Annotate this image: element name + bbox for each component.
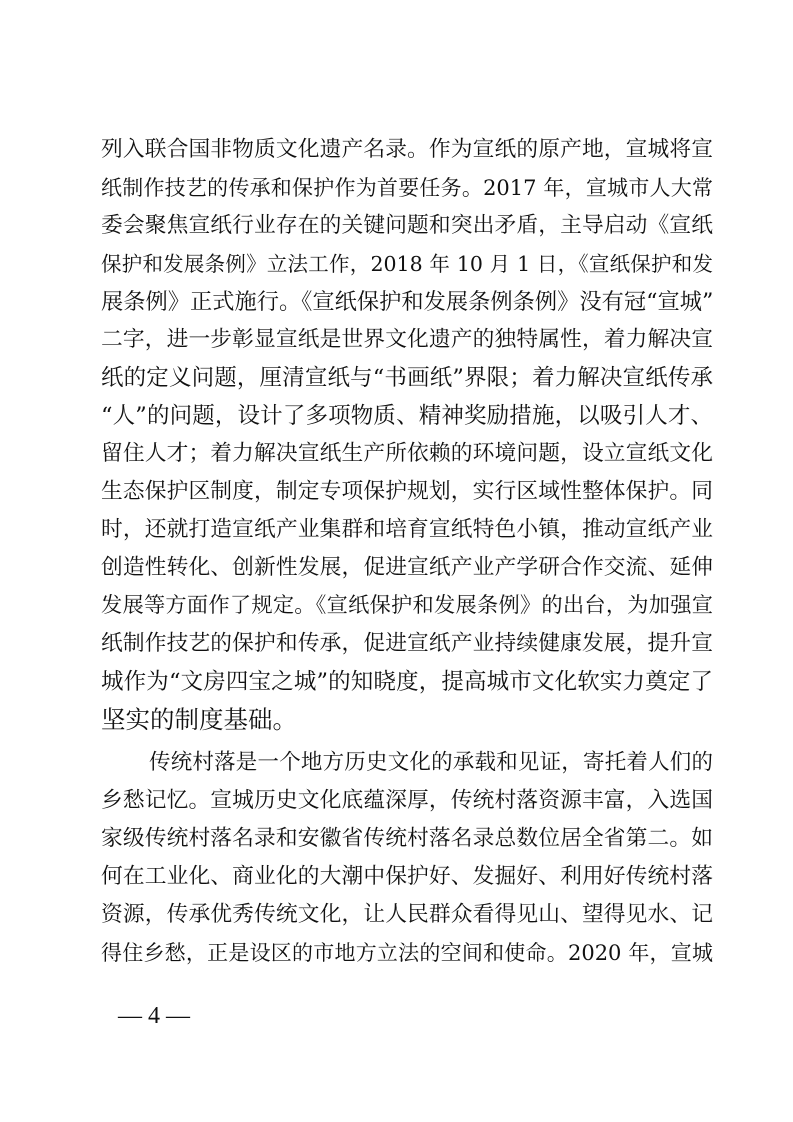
text-line: 发展等方面作了规定。《宣纸保护和发展条例》的出台，为加强宣 [101,593,713,618]
text-line: 资源，传承优秀传统文化，让人民群众看得见山、望得见水、记 [101,902,713,927]
text-line: 乡愁记忆。宣城历史文化底蕴深厚，传统村落资源丰富，入选国 [101,788,713,813]
text-line: 何在工业化、商业化的大潮中保护好、发掘好、利用好传统村落 [101,864,713,889]
text-line: 委会聚焦宣纸行业存在的关键问题和突出矛盾，主导启动《宣纸 [101,213,713,238]
text-line: 留住人才；着力解决宣纸生产所依赖的环境问题，设立宣纸文化 [101,441,713,466]
text-line: 列入联合国非物质文化遗产名录。作为宣纸的原产地，宣城将宣 [101,137,713,162]
text-line: 时，还就打造宣纸产业集群和培育宣纸特色小镇，推动宣纸产业 [101,517,713,542]
text-line: 纸制作技艺的传承和保护作为首要任务。2017 年，宣城市人大常 [101,176,713,200]
text-line: 传统村落是一个地方历史文化的承载和见证，寄托着人们的 [149,750,713,775]
text-line: 二字，进一步彰显宣纸是世界文化遗产的独特属性，着力解决宣 [101,327,713,352]
text-line: 纸制作技艺的保护和传承，促进宣纸产业持续健康发展，提升宣 [101,631,713,656]
text-line: 家级传统村落名录和安徽省传统村落名录总数位居全省第二。如 [101,826,713,851]
text-line: 得住乡愁，正是设区的市地方立法的空间和使命。2020 年，宣城 [101,941,713,965]
text-line: 保护和发展条例》立法工作，2018 年 10 月 1 日，《宣纸保护和发 [101,252,713,276]
text-line: 展条例》正式施行。《宣纸保护和发展条例条例》没有冠“宣城” [101,289,714,315]
page-number: — 4 — [118,1003,190,1029]
text-line: 坚实的制度基础。 [101,705,297,734]
text-line: 创造性转化、创新性发展，促进宣纸产业产学研合作交流、延伸 [101,555,713,580]
text-line: 城作为“文房四宝之城”的知晓度，提高城市文化软实力奠定了 [101,669,713,695]
text-line: 生态保护区制度，制定专项保护规划，实行区域性整体保护。同 [101,479,713,504]
text-line: 纸的定义问题，厘清宣纸与“书画纸”界限；着力解决宣纸传承 [101,365,713,391]
text-line: “人”的问题，设计了多项物质、精神奖励措施，以吸引人才、 [101,403,713,429]
